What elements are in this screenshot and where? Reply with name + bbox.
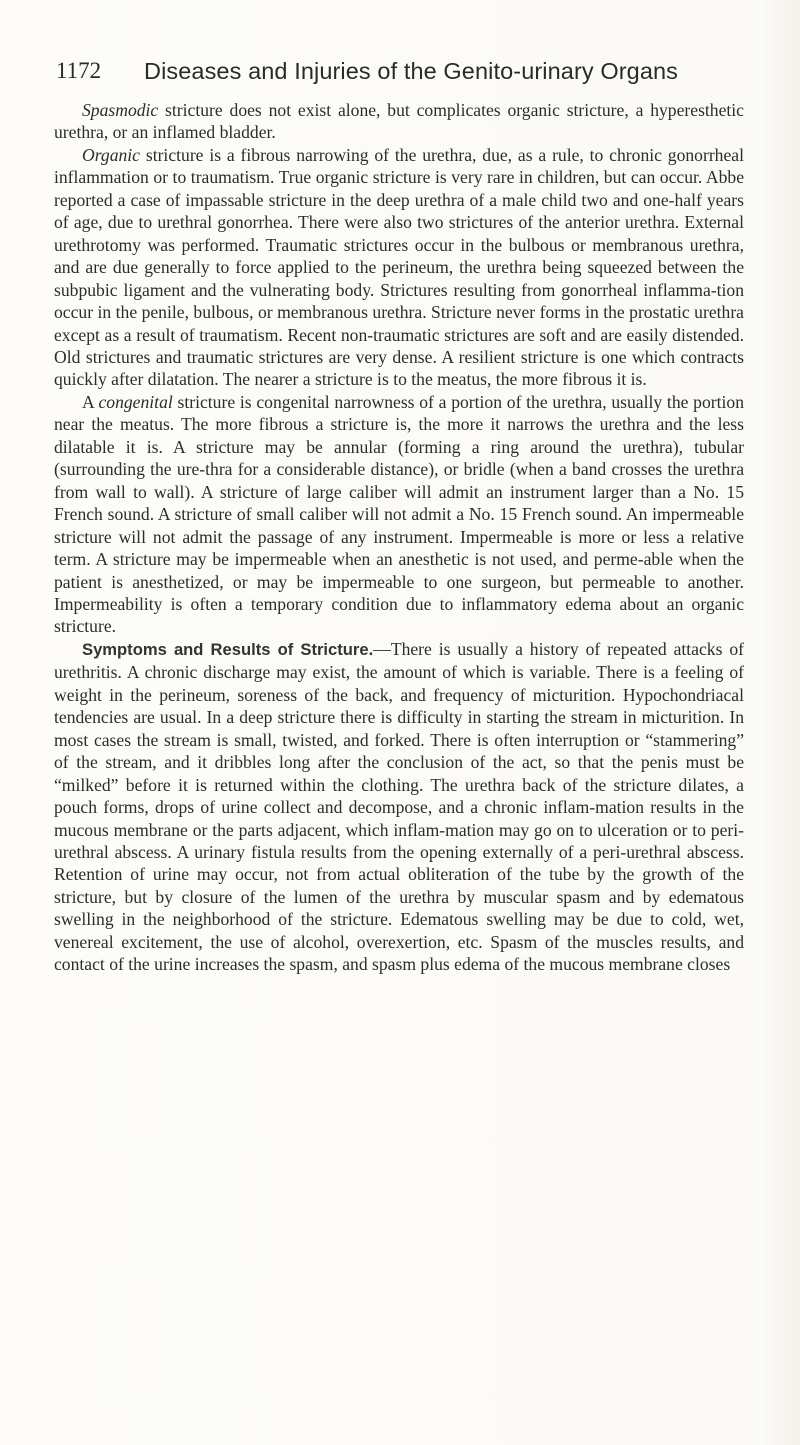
page-number: 1172 bbox=[56, 58, 102, 83]
body-text bbox=[54, 99, 744, 976]
term-congenital: congenital bbox=[98, 391, 173, 412]
paragraph-text: stricture is congenital narrowness of a portion of the urethra, usually the portion near the meatus. The more fibrous a stricture is, the more it narrows the urethra and the less dilatable it is. A stricture may be annular (forming a ring around the urethra), tubular (surrounding the ure-thra for a considerable distance), or bridle (when a band crosses the urethra from wall to wall). A stricture of large caliber will admit an instrument larger than a No. 15 French sound. A stricture of small caliber will not admit a No. 15 French sound. An impermeable stricture will not admit the passage of any instrument. Impermeable is more or less a relative term. A stricture may be impermeable when an anesthetic is not used, and perme-able when the patient is anesthetized, or may be impermeable to one surgeon, but permeable to another. Impermeability is often a temporary condition due to inflammatory edema about an organic stricture. bbox=[54, 391, 744, 637]
paragraph-text: stricture does not exist alone, but complicates organic stricture, a hyperesthetic urethra, or an inflamed bladder. bbox=[54, 100, 744, 143]
paragraph-spasmodic-stricture bbox=[54, 99, 744, 144]
paragraph-prefix: A bbox=[82, 391, 99, 412]
term-organic: Organic bbox=[82, 144, 140, 165]
running-head-title: Diseases and Injuries of the Genito-urinary Organs bbox=[144, 58, 679, 84]
section-heading-symptoms: Symptoms and Results of Stricture. bbox=[82, 639, 374, 659]
paragraph-symptoms bbox=[54, 638, 744, 976]
paragraph-congenital-stricture bbox=[54, 391, 744, 638]
paragraph-text: —There is usually a history of repeated attacks of urethritis. A chronic discharge may exist, the amount of which is variable. There is a feeling of weight in the perineum, soreness of the back, and frequency of micturition. Hypochondriacal tendencies are usual. In a deep stricture there is difficulty in starting the stream in micturition. In most cases the stream is small, twisted, and forked. There is often interruption or “stammering” of the stream, and it dribbles long after the conclusion of the act, so that the penis must be “milked” before it is returned within the clothing. The urethra back of the stricture dilates, a pouch forms, drops of urine collect and decompose, and a chronic inflam-mation results in the mucous membrane or the parts adjacent, which inflam-mation may go on to ulceration or to peri-urethral abscess. A urinary fistula results from the opening externally of a peri-urethral abscess. Retention of urine may occur, not from actual obliteration of the tube by the growth of the stricture, but by closure of the lumen of the urethra by muscular spasm and by edematous swelling in the neighborhood of the stricture. Edematous swelling may be due to cold, wet, venereal excitement, the use of alcohol, overexertion, etc. Spasm of the muscles results, and contact of the urine increases the spasm, and spasm plus edema of the mucous membrane closes bbox=[54, 638, 744, 975]
term-spasmodic: Spasmodic bbox=[82, 100, 159, 120]
paragraph-organic-stricture bbox=[54, 144, 744, 391]
running-head bbox=[56, 58, 756, 92]
paragraph-text: stricture is a fibrous narrowing of the urethra, due, as a rule, to chronic gonorrheal inflammation or to traumatism. True organic stricture is very rare in children, but can occur. Abbe reported a case of impassable stricture in the deep urethra of a male child two and one-half years of age, due to urethral gonorrhea. There were also two strictures of the anterior urethra. External urethrotomy was performed. Traumatic strictures occur in the bulbous or membranous urethra, and are due generally to force applied to the perineum, the urethra being squeezed between the subpubic ligament and the vulnerating body. Strictures resulting from gonorrheal inflamma-tion occur in the penile, bulbous, or membranous urethra. Stricture never forms in the prostatic urethra except as a result of traumatism. Recent non-traumatic strictures are soft and are easily distended. Old strictures and traumatic strictures are very dense. A resilient stricture is one which contracts quickly after dilatation. The nearer a stricture is to the meatus, the more fibrous it is. bbox=[54, 144, 744, 390]
